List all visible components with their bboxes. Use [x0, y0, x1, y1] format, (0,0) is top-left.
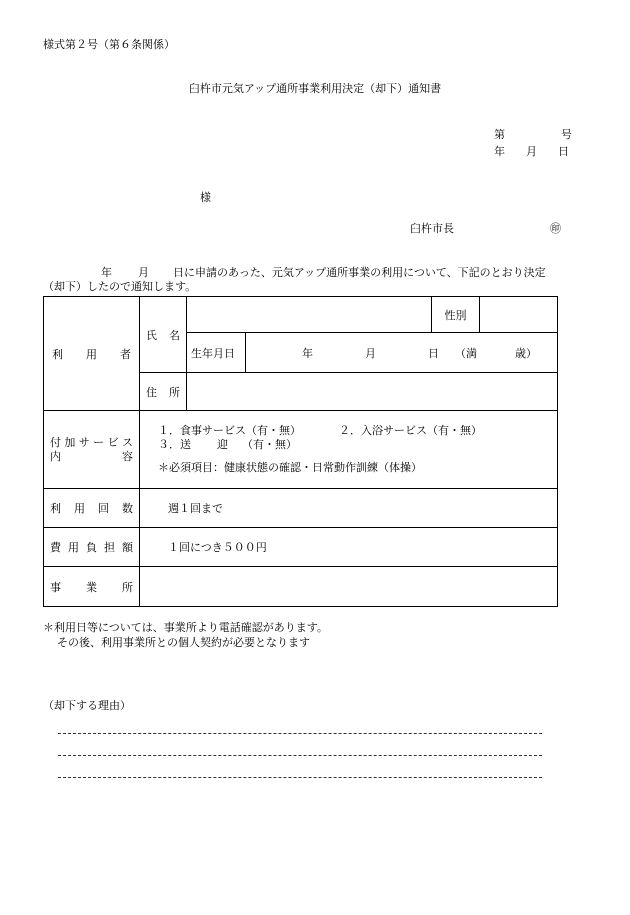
address-label-char: 住 — [146, 385, 157, 399]
address-label-cell — [140, 373, 187, 411]
frequency-label-char: 数 — [122, 502, 133, 515]
services-label-char: 加 — [64, 435, 76, 449]
gender-field[interactable] — [480, 297, 558, 333]
reason-line[interactable] — [58, 777, 542, 778]
name-field[interactable] — [187, 297, 432, 333]
transport-service-option[interactable]: （有・無） — [242, 438, 297, 451]
frequency-label-char: 回 — [98, 502, 109, 515]
notification-table — [43, 296, 558, 607]
user-label-char: 者 — [120, 347, 131, 361]
cost-label-char: 担 — [104, 541, 115, 554]
office-field[interactable] — [140, 567, 558, 607]
services-label-char: ー — [93, 435, 105, 449]
notes — [43, 620, 328, 650]
name-label-char: 氏 — [146, 328, 157, 342]
frequency-value: 週１回まで — [140, 489, 558, 528]
birth-label: 生年月日 — [187, 333, 246, 373]
name-label-cell — [140, 297, 187, 373]
gender-label: 性別 — [432, 297, 480, 333]
cost-label-char: 費 — [50, 541, 61, 554]
document-date-line — [494, 143, 569, 159]
office-label-char: 所 — [122, 580, 133, 594]
services-label-char: ビ — [107, 435, 119, 449]
table-row — [44, 297, 558, 333]
services-label-cell — [44, 411, 140, 489]
note-line-1: ＊利用日等については、事業所より電話確認があります。 — [43, 621, 328, 634]
services-content-cell — [140, 411, 558, 489]
cost-value: １回につき５００円 — [140, 528, 558, 567]
user-label-char: 利 — [52, 347, 63, 361]
services-label-char: 付 — [50, 435, 61, 449]
birth-month-label: 月 — [365, 346, 376, 360]
dai-label: 第 — [494, 128, 505, 141]
document-title: 臼杵市元気アップ通所事業利用決定（却下）通知書 — [188, 82, 442, 95]
office-label-cell — [44, 567, 140, 607]
form-number: 様式第２号（第６条関係） — [43, 38, 175, 51]
birth-year-label: 年 — [302, 346, 313, 360]
month-label: 月 — [526, 145, 537, 158]
age-close-label: 歳） — [515, 346, 537, 360]
frequency-label-char: 利 — [50, 502, 61, 515]
services-label-char: 内 — [50, 449, 61, 463]
seal-mark: ㊞ — [550, 222, 561, 235]
age-open-label: （満 — [455, 346, 477, 360]
address-field[interactable] — [187, 373, 558, 411]
frequency-label-cell — [44, 489, 140, 528]
table-row — [44, 489, 558, 528]
cost-label-cell — [44, 528, 140, 567]
frequency-label-char: 用 — [74, 502, 85, 515]
issuer-name: 臼杵市長 — [410, 222, 454, 235]
day-label: 日 — [558, 145, 569, 158]
rejection-reason-label: （却下する理由） — [43, 699, 131, 712]
user-label-cell — [44, 297, 140, 411]
intro-text: 日に申請のあった、元気アップ通所事業の利用について、下記のとおり決定（却下）したので通知します。 — [43, 266, 546, 293]
intro-year: 年 — [101, 266, 112, 279]
reason-line[interactable] — [58, 733, 542, 734]
table-row — [44, 411, 558, 489]
table-row — [44, 567, 558, 607]
services-label-char: ス — [121, 435, 133, 449]
go-label: 号 — [561, 128, 572, 141]
intro-month: 月 — [138, 266, 149, 279]
cost-label-char: 用 — [68, 541, 79, 554]
services-label-char: 容 — [122, 449, 133, 463]
services-label-char: サ — [78, 435, 90, 449]
birth-day-label: 日 — [428, 346, 439, 360]
transport-char: 迎 — [217, 438, 228, 451]
note-line-2: その後、利用事業所との個人契約が必要となります — [57, 636, 310, 649]
bath-service-option[interactable]: ２．入浴サービス（有・無） — [339, 424, 482, 437]
addressee-sama: 様 — [200, 191, 211, 204]
transport-number: ３．送 — [158, 438, 191, 451]
intro-paragraph — [43, 266, 563, 294]
name-label-char: 名 — [169, 328, 180, 342]
office-label-char: 事 — [50, 580, 61, 594]
cost-label-char: 額 — [122, 541, 133, 554]
required-items: ＊必須項目：健康状態の確認・日常動作訓練（体操） — [158, 461, 422, 474]
address-label-char: 所 — [169, 385, 180, 399]
user-label-char: 用 — [86, 347, 97, 361]
cost-label-char: 負 — [86, 541, 97, 554]
document-number-line — [494, 126, 572, 142]
reason-line[interactable] — [58, 755, 542, 756]
table-row — [44, 528, 558, 567]
meal-service-option[interactable]: １．食事サービス（有・無） — [158, 424, 301, 437]
year-label: 年 — [494, 145, 505, 158]
office-label-char: 業 — [86, 580, 97, 594]
birth-date-field[interactable] — [246, 333, 558, 373]
